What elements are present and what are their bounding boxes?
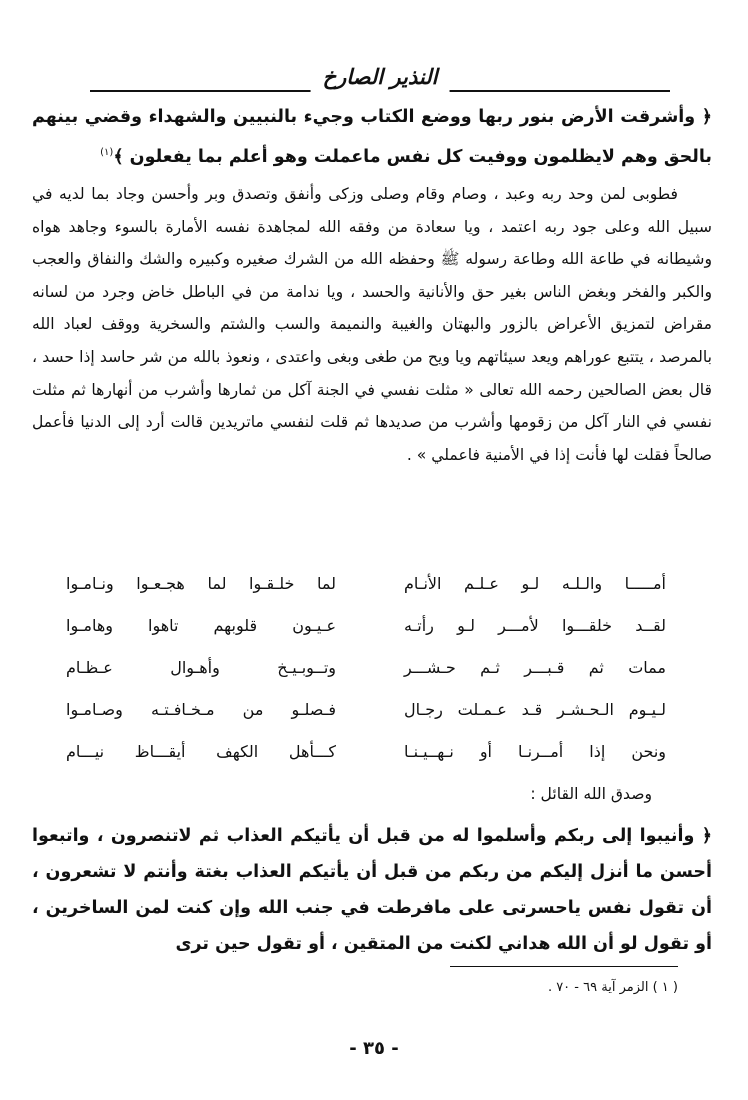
header-title: النذير الصارخ — [311, 62, 450, 92]
prose-paragraph: فطوبى لمن وحد ربه وعبد ، وصام وقام وصلى وزكى وأنفق وتصدق وبر وأحسن وجاد بما لديه في سبيل الله وعلى جود ربه اعتمد ، ويا سعادة من وفقه الله لمجاهدة نفسه الأمارة بالسوء وجاهد هواه وشيطانه في طاعة الله وطاعة رسوله ﷺ وحفظه الله من الشرك صغيره وكبيره والشك والنفاق والعجب والكبر والفخر وبغض الناس بغير حق والأنانية والحسد ، ويا ندامة من في الباطل خاض وجرد من لسانه مقراض لتمزيق الأعراض بالزور والبهتان والغيبة والنميمة والسب والشتم والسخرية ووقف لعباد الله بالمرصد ، يتتبع عوراهم ويعد سيئاتهم ويا ويح من طغى وبغى واعتدى ، ونعوذ بالله من شر حاسد إذا حسد ، قال بعض الصالحين رحمه الله تعالى « مثلت نفسي في الجنة آكل من ثمارها وأشرب من أنهارها ثم مثلت نفسي في النار آكل من زقومها وأشرب من صديدها ثم قلت لنفسي ماتريدين قالت أرد إلى الدنيا فأعمل صالحاً فقلت لها فأنت إذا في الأمنية فاعملي » . — [32, 185, 712, 464]
verse-first-hemistich: لـيـوم الـحـشـر قـد عـمـلت رجـال — [404, 699, 666, 719]
footnote-divider — [450, 966, 678, 967]
verse-second-hemistich: لما خلـقـوا لما هجـعـوا ونـامـوا — [66, 573, 336, 593]
poem-verse — [66, 604, 666, 646]
poem-verse — [66, 562, 666, 604]
verse-first-hemistich: لقــد خلقـــوا لأمـــر لـو رأتـه — [404, 615, 666, 635]
verse-second-hemistich: كـــأهل الكهف أيقـــاظ نيـــام — [66, 741, 336, 761]
verse-first-hemistich: ممات ثم قـبـــر ثـم حـشـــر — [404, 657, 666, 677]
verse-second-hemistich: عـيـون قلوبهم تاهوا وهامـوا — [66, 615, 336, 635]
quran-quote-top — [32, 100, 712, 175]
verse-second-hemistich: وتــوبـيـخ وأهـوال عـظـام — [66, 657, 336, 677]
quote-intro: وصدق الله القائل : — [530, 785, 652, 803]
footnote: ( ١ ) الزمر آية ٦٩ - ٧٠ . — [547, 980, 678, 995]
verse-first-hemistich: ونحن إذا أمــرنـا أو نـهــيـنـا — [404, 741, 666, 761]
poem-verse — [66, 730, 666, 772]
page-number: - ٣٥ - — [349, 1038, 399, 1059]
running-header — [90, 62, 670, 92]
verse-first-hemistich: أمـــــا والـلـه لـو عـلـم الأنـام — [404, 573, 666, 593]
quran-quote-bottom: ﴿ وأنيبوا إلى ربكم وأسلموا له من قبل أن يأتيكم العذاب ثم لاتنصرون ، واتبعوا أحسن ما أنزل إليكم من ربكم من قبل أن يأتيكم العذاب بغتة وأنتم لا تشعرون ، أن تقول نفس ياحسرتى على مافرطت في جنب الله وإن كنت لمن الساخرين ، أو تقول لو أن الله هداني لكنت من المتقين ، أو تقول حين ترى — [32, 826, 712, 954]
poem — [66, 562, 666, 772]
quran-quote-top-text: ﴿ وأشرقت الأرض بنور ربها ووضع الكتاب وجيء بالنبيين والشهداء وقضي بينهم بالحق وهم لايظلمون ووفيت كل نفس ماعملت وهو أعلم بما يفعلون ﴾ — [32, 107, 712, 167]
poem-verse — [66, 688, 666, 730]
verse-second-hemistich: فـصلـو من مـخـافـتـه وصـامـوا — [66, 699, 336, 719]
footnote-reference: (١) — [100, 147, 114, 158]
poem-verse — [66, 646, 666, 688]
